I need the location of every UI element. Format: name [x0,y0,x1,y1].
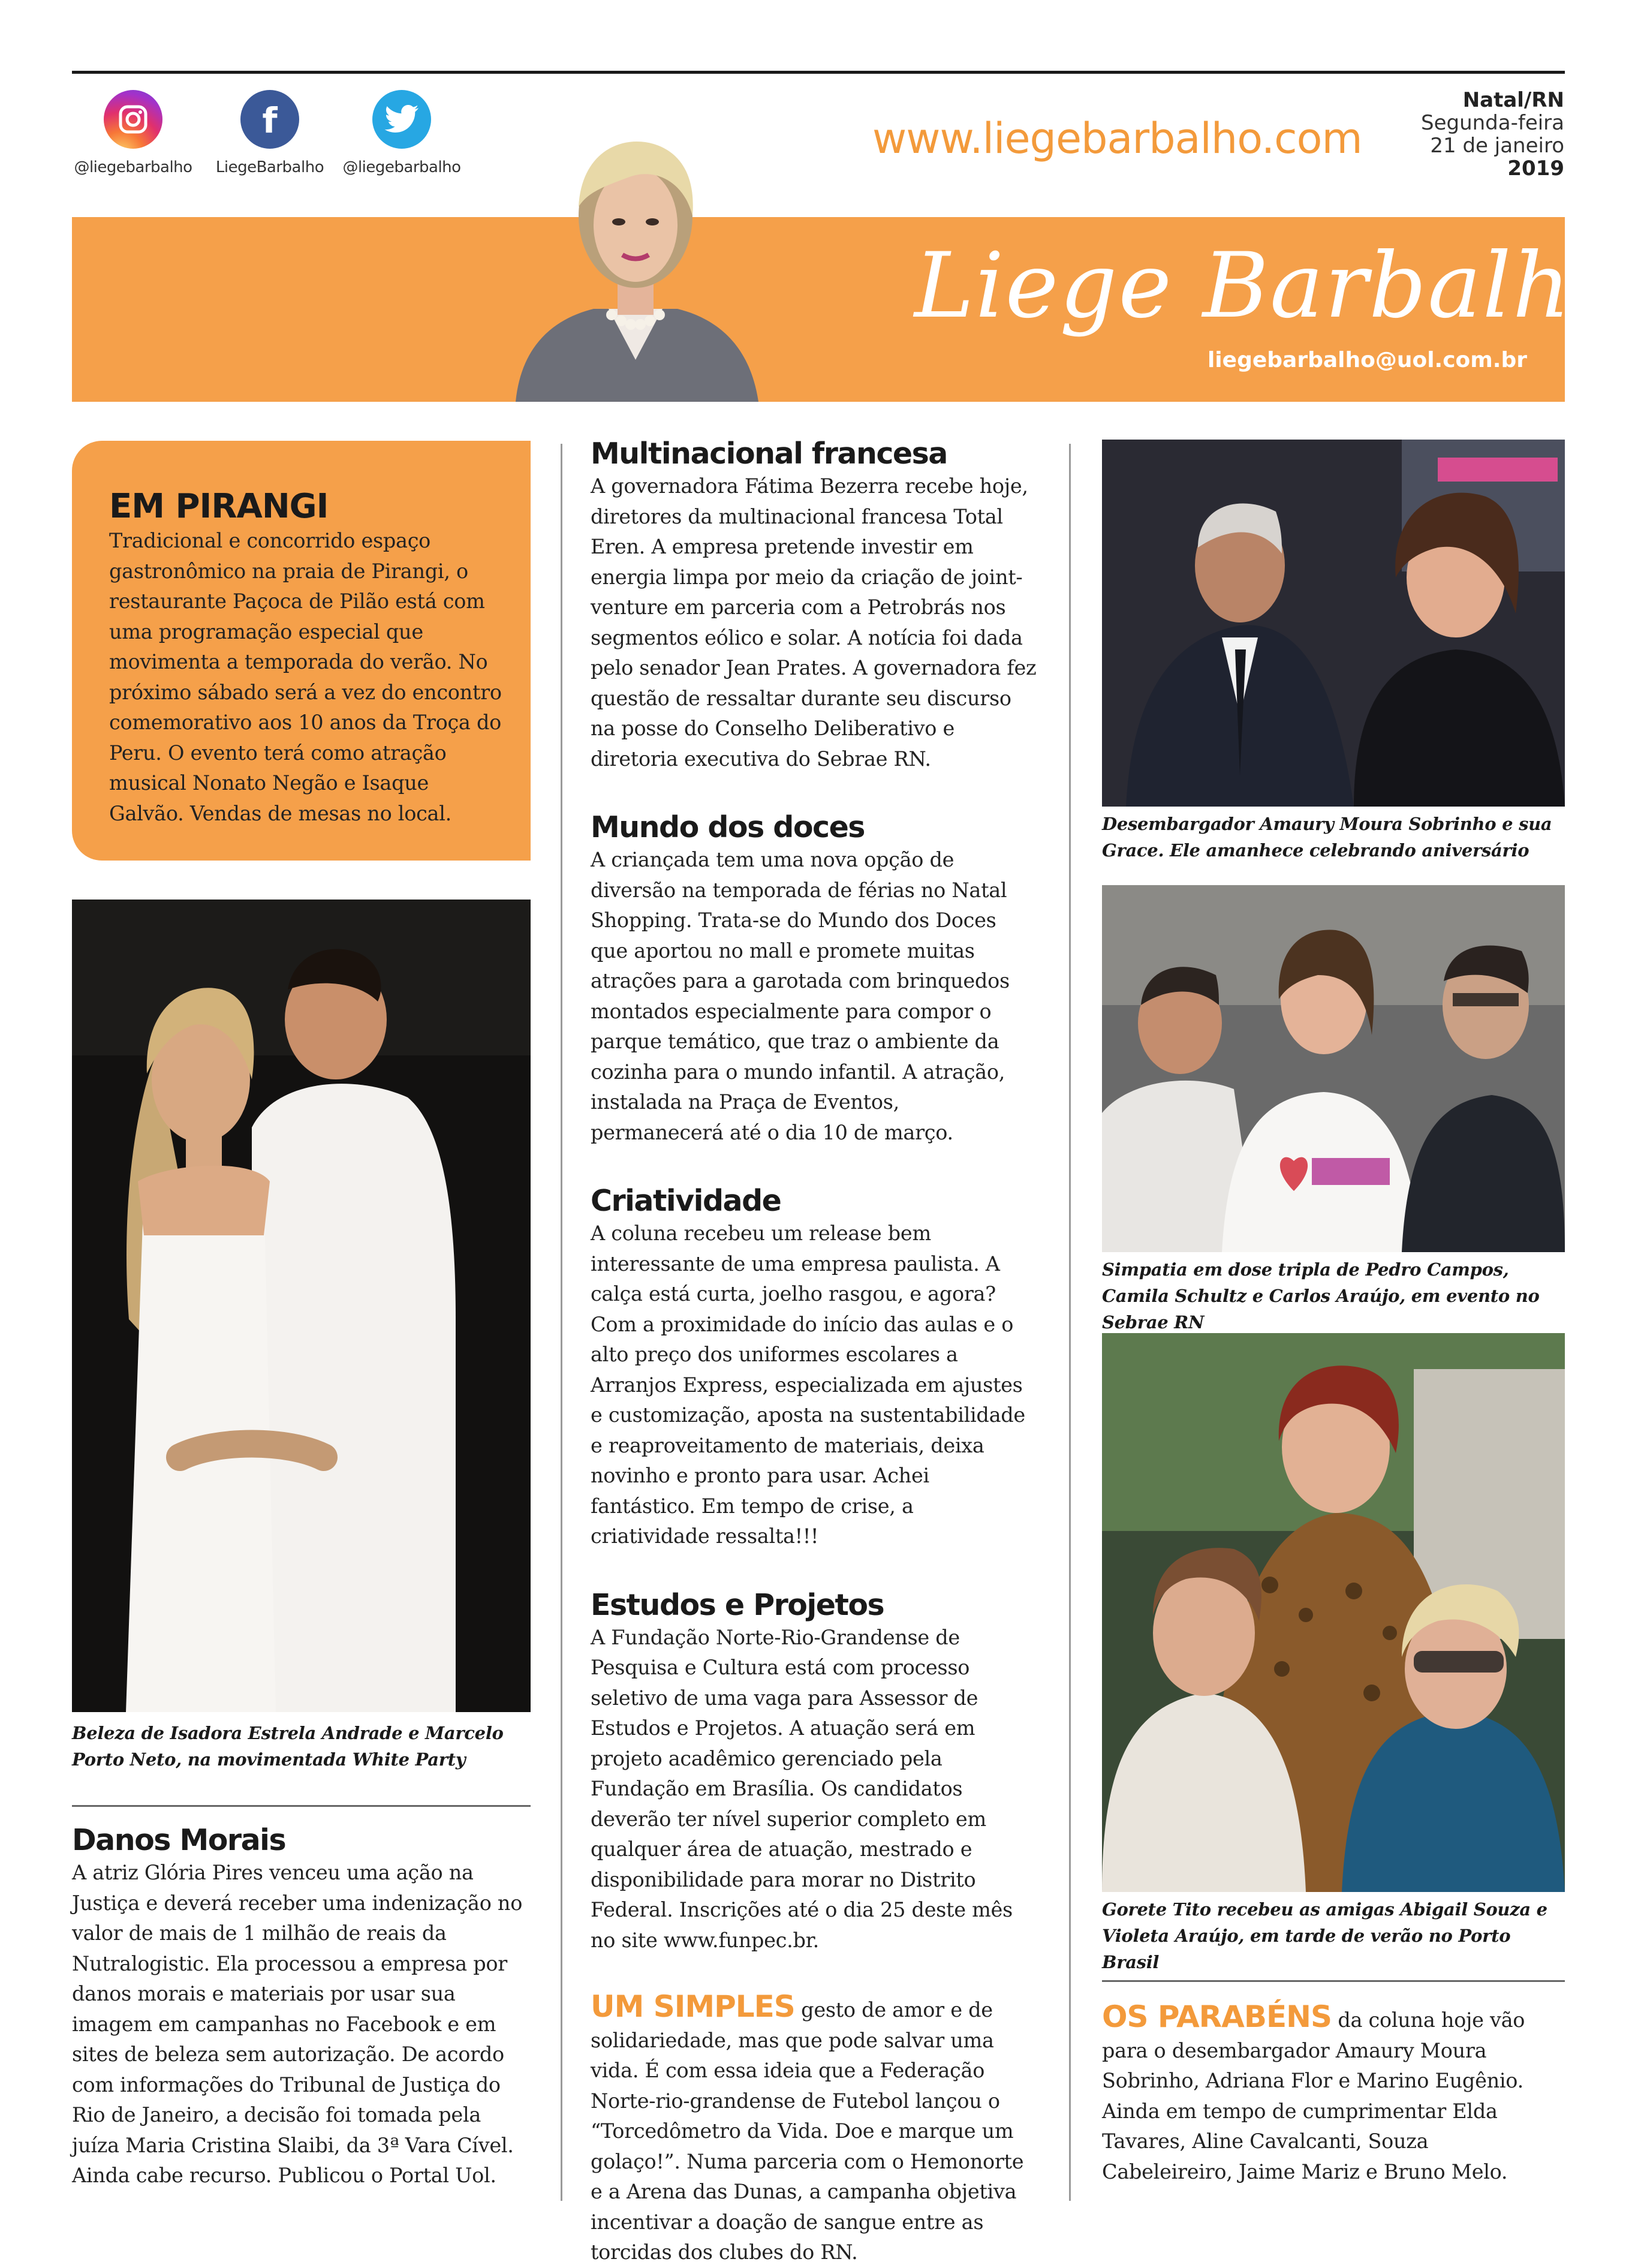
facebook-handle: LiegeBarbalho [215,158,324,176]
multinacional-title: Multinacional francesa [591,437,947,471]
facebook-icon [240,90,299,149]
columnist-portrait [504,78,767,402]
simples-text: gesto de amor e de solidariedade, mas que pode salvar uma vida. É com essa ideia que a Federação Norte-rio-grandense de Futebol lançou o “Torcedômetro da Vida. Doe e marque um golaço!”. Numa parceria com o Hemonorte e a Arena das Dunas, a campanha objetiva incentivar a doação de sangue entre as torcidas dos clubes do RN. [591,1998,1024,2264]
estudos-title: Estudos e Projetos [591,1587,884,1622]
weekday: Segunda-feira [1420,111,1564,135]
photo-amaury-grace [1102,440,1565,807]
pirangi-box [72,441,531,861]
facebook-link[interactable] [204,90,336,176]
section-estudos [591,1588,1037,1956]
simples-lead: UM SIMPLES [591,1989,795,2024]
mundo-doces-title: Mundo dos doces [591,810,865,844]
photo-porto-brasil-caption: Gorete Tito recebeu as amigas Abigail Souza e Violeta Araújo, em tarde de verão no Porto Brasil [1102,1899,1547,1972]
city: Natal/RN [1462,88,1564,112]
year: 2019 [1507,157,1564,181]
divider-col1 [72,1805,531,1807]
photo-white-party-caption: Beleza de Isadora Estrela Andrade e Marcelo Porto Neto, na movimentada White Party [72,1723,504,1770]
photo-porto-brasil [1102,1333,1565,1892]
twitter-icon [372,90,431,149]
danos-title: Danos Morais [72,1823,286,1857]
svg-text:f: f [262,100,278,141]
section-criatividade [591,1184,1037,1552]
columnist-name: Liege Barbalho [914,234,1627,338]
section-mundo-doces [591,810,1037,1148]
dateline [1421,89,1564,180]
twitter-link[interactable] [336,90,468,176]
instagram-icon [104,90,162,149]
section-parabens [1102,1999,1565,2187]
mundo-doces-text: A criançada tem uma nova opção de diversão na temporada de férias no Natal Shopping. Trata-se do Mundo dos Doces que aportou no mall e promete muitas atrações para a garotada com brinquedos montados especialmente para compor o parque temático, que traz o ambiente da cozinha para o mundo infantil. A atração, instalada na Praça de Eventos, permanecerá até o dia 10 de março. [591,848,1010,1144]
column-rule-1 [561,444,562,2201]
photo-amaury-grace-caption: Desembargador Amaury Moura Sobrinho e sua Grace. Ele amanhece celebrando aniversário [1102,814,1552,861]
parabens-lead: OS PARABÉNS [1102,1999,1332,2034]
website-link[interactable]: www.liegebarbalho.com [872,114,1362,163]
section-simples [591,1989,1037,2268]
photo-sebrae-trio [1102,885,1565,1252]
column-rule-2 [1069,444,1071,2201]
multinacional-text: A governadora Fátima Bezerra recebe hoje, diretores da multinacional francesa Total Eren. A empresa pretende investir em energia limpa por meio da criação de joint-venture em parceria com a Petrobrás nos segmentos eólico e solar. A notícia foi dada pelo senador Jean Prates. A governadora fez questão de ressaltar durante seu discurso na posse do Conselho Deliberativo e diretoria executiva do Sebrae RN. [591,474,1037,771]
parabens-text: da coluna hoje vão para o desembargador Amaury Moura Sobrinho, Adriana Flor e Marino Eugênio. Ainda em tempo de cumprimentar Elda Tavares, Aline Cavalcanti, Souza Cabeleireiro, Jaime Mariz e Bruno Melo. [1102,2008,1525,2183]
criatividade-text: A coluna recebeu um release bem interessante de uma empresa paulista. A calça está curta, joelho rasgou, e agora? Com a proximidade do início das aulas e o alto preço dos uniformes escolares a Arranjos Express, especializada em ajustes e customização, aposta na sustentabilidade e reaproveitamento de materiais, deixa novinho e pronto para usar. Achei fantástico. Em tempo de crise, a criatividade ressalta!!! [591,1222,1025,1548]
pirangi-text: Tradicional e concorrido espaço gastronômico na praia de Pirangi, o restaurante Paçoca de Pilão está com uma programação especial que movimenta a temporada do verão. No próximo sábado será a vez do encontro comemorativo aos 10 anos da Troça do Peru. O evento terá como atração musical Nonato Negão e Isaque Galvão. Vendas de mesas no local. [109,529,502,825]
columnist-email[interactable]: liegebarbalho@uol.com.br [1207,348,1527,372]
divider-col3 [1102,1980,1565,1982]
instagram-handle: @liegebarbalho [74,158,192,176]
danos-section [72,1823,531,2191]
twitter-handle: @liegebarbalho [342,158,461,176]
section-multinacional [591,437,1037,774]
danos-text: A atriz Glória Pires venceu uma ação na Justiça e deverá receber uma indenização no valor de mais de 1 milhão de reais da Nutralogistic. Ela processou a empresa por danos morais e materiais por usar sua imagem em campanhas no Facebook e em sites de beleza sem autorização. De acordo com informações do Tribunal de Justiça do Rio de Janeiro, a decisão foi tomada pela juíza Maria Cristina Slaibi, da 3ª Vara Cível. Ainda cabe recurso. Publicou o Portal Uol. [72,1861,523,2187]
photo-sebrae-trio-caption: Simpatia em dose tripla de Pedro Campos, Camila Schultz e Carlos Araújo, em evento no Sebrae RN [1102,1259,1540,1332]
top-rule [72,71,1565,74]
column-2 [591,437,1037,2268]
instagram-link[interactable] [67,90,199,176]
criatividade-title: Criatividade [591,1184,781,1218]
photo-white-party [72,900,531,1712]
estudos-text: A Fundação Norte-Rio-Grandense de Pesquisa e Cultura está com processo seletivo de uma vaga para Assessor de Estudos e Projetos. A atuação será em projeto acadêmico gerenciado pela Fundação em Brasília. Os candidatos deverão ter nível superior completo em qualquer área de atuação, mestrado e disponibilidade para morar no Distrito Federal. Inscrições até o dia 25 deste mês no site www.funpec.br. [591,1625,1013,1952]
date: 21 de janeiro [1430,134,1564,158]
pirangi-title: EM PIRANGI [109,487,329,526]
